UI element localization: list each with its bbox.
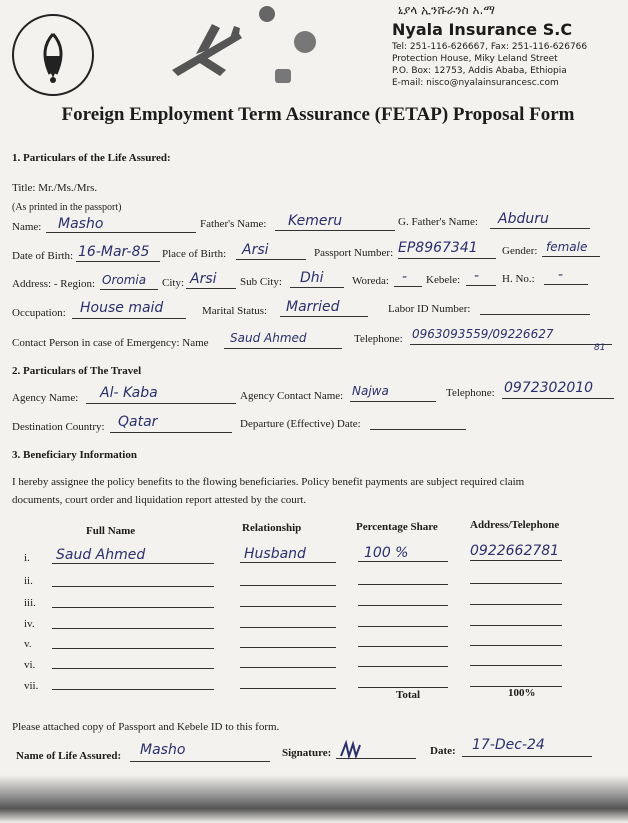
- row-address-line: [470, 625, 562, 626]
- company-address1: Protection House, Miky Leland Street: [392, 54, 558, 64]
- agency-contact-value[interactable]: Najwa: [352, 384, 389, 398]
- airplane-icon: [168, 20, 244, 82]
- region-value[interactable]: Oromia: [102, 273, 147, 287]
- house-number-label: H. No.:: [502, 273, 535, 285]
- total-label: Total: [396, 689, 421, 701]
- section3-heading: 3. Beneficiary Information: [12, 449, 137, 461]
- row-address-line: [470, 645, 562, 646]
- agency-name-value[interactable]: Al- Kaba: [100, 385, 158, 401]
- signature-label: Signature:: [282, 747, 332, 759]
- row-share-line: [358, 584, 448, 585]
- marital-status-value[interactable]: Married: [286, 299, 340, 315]
- row-number: ii.: [24, 575, 33, 587]
- row-share-line: [358, 626, 448, 627]
- row-address-line: [470, 560, 562, 561]
- dob-value[interactable]: 16-Mar-85: [78, 244, 150, 260]
- destination-label: Destination Country:: [12, 421, 105, 433]
- pob-value[interactable]: Arsi: [242, 242, 269, 258]
- beneficiary-text-line2: documents, court order and liquidation report attested by the court.: [12, 494, 307, 506]
- date-label: Date:: [430, 745, 456, 757]
- gender-value[interactable]: female: [546, 240, 588, 254]
- row-number: iii.: [24, 597, 36, 609]
- passport-number-value[interactable]: EP8967341: [398, 240, 478, 256]
- agency-telephone-label: Telephone:: [446, 387, 495, 399]
- row-relationship-line: [240, 606, 336, 607]
- father-name-value[interactable]: Kemeru: [288, 213, 343, 229]
- row-address-line: [470, 604, 562, 605]
- destination-value[interactable]: Qatar: [118, 414, 158, 430]
- dob-label: Date of Birth:: [12, 250, 74, 262]
- row-share-line: [358, 605, 448, 606]
- company-name: Nyala Insurance S.C: [392, 20, 573, 39]
- emergency-contact-label: Contact Person in case of Emergency: Name: [12, 337, 209, 349]
- bag-icon: [272, 65, 294, 87]
- signature-mark[interactable]: [338, 740, 364, 760]
- subcity-label: Sub City:: [240, 276, 282, 288]
- agency-telephone-value[interactable]: 0972302010: [504, 380, 594, 396]
- occupation-label: Occupation:: [12, 307, 66, 319]
- row-share-line: [358, 561, 448, 562]
- row-relationship-line: [240, 667, 336, 668]
- globe-icon: [290, 28, 320, 56]
- beneficiary-address[interactable]: 0922662781: [470, 543, 560, 559]
- labor-id-label: Labor ID Number:: [388, 303, 471, 315]
- name-value[interactable]: Masho: [58, 216, 104, 232]
- row-relationship-line: [240, 647, 336, 648]
- occupation-value[interactable]: House maid: [80, 300, 164, 316]
- beneficiary-text-line1: I hereby assignee the policy benefits to the flowing beneficiaries. Policy benefit payments are subject required claim: [12, 476, 525, 488]
- house-number-value[interactable]: -: [558, 267, 564, 283]
- woreda-value[interactable]: -: [402, 269, 408, 285]
- title-label: Title: Mr./Ms./Mrs.: [12, 182, 98, 194]
- row-number: vi.: [24, 659, 36, 671]
- company-email: E-mail: nisco@nyalainsurancesc.com: [392, 78, 559, 88]
- beneficiary-relationship[interactable]: Husband: [244, 546, 306, 562]
- assured-name-value[interactable]: Masho: [140, 742, 186, 758]
- address-region-label: Address: - Region:: [12, 278, 96, 290]
- kebele-value[interactable]: -: [474, 268, 480, 284]
- row-relationship-line: [240, 627, 336, 628]
- name-label: Name:: [12, 221, 42, 233]
- woreda-label: Woreda:: [352, 275, 389, 287]
- row-name-line: [52, 689, 214, 690]
- passport-number-label: Passport Number:: [314, 247, 394, 259]
- row-address-line: [470, 583, 562, 584]
- row-number: iv.: [24, 618, 35, 630]
- agency-name-label: Agency Name:: [12, 392, 79, 404]
- assured-name-label: Name of Life Assured:: [16, 750, 122, 762]
- city-label: City:: [162, 277, 185, 289]
- row-name-line: [52, 607, 214, 608]
- row-relationship-line: [240, 585, 336, 586]
- row-share-line: [358, 646, 448, 647]
- antelope-icon: [14, 16, 92, 94]
- col-address: Address/Telephone: [470, 519, 560, 531]
- trophy-icon: [256, 3, 278, 25]
- gfather-name-value[interactable]: Abduru: [498, 211, 549, 227]
- gender-label: Gender:: [502, 245, 538, 257]
- emergency-telephone-extra: 81: [594, 343, 606, 353]
- pob-label: Place of Birth:: [162, 248, 227, 260]
- row-address-line: [470, 665, 562, 666]
- row-relationship-line: [240, 562, 336, 563]
- row-share-line: [358, 687, 448, 688]
- agency-contact-label: Agency Contact Name:: [240, 390, 344, 402]
- row-relationship-line: [240, 688, 336, 689]
- passport-note: (As printed in the passport): [12, 202, 122, 213]
- scan-shadow: [0, 775, 628, 823]
- gfather-name-label: G. Father's Name:: [398, 216, 478, 228]
- company-address2: P.O. Box: 12753, Addis Ababa, Ethiopia: [392, 66, 567, 76]
- col-percentage: Percentage Share: [356, 521, 438, 533]
- departure-date-label: Departure (Effective) Date:: [240, 418, 361, 430]
- row-name-line: [52, 563, 214, 564]
- kebele-label: Kebele:: [426, 274, 461, 286]
- section1-heading: 1. Particulars of the Life Assured:: [12, 152, 171, 164]
- company-name-amharic: ኒያላ ኢንሹራንስ አ.ማ: [398, 3, 495, 17]
- beneficiary-name[interactable]: Saud Ahmed: [56, 547, 146, 563]
- company-logo: [12, 14, 94, 96]
- row-share-line: [358, 666, 448, 667]
- row-number: vii.: [24, 680, 39, 692]
- attach-note: Please attached copy of Passport and Kebele ID to this form.: [12, 721, 280, 733]
- city-value[interactable]: Arsi: [190, 271, 217, 287]
- date-value[interactable]: 17-Dec-24: [472, 737, 545, 753]
- father-name-label: Father's Name:: [200, 218, 267, 230]
- emergency-contact-value[interactable]: Saud Ahmed: [230, 331, 307, 345]
- company-tel-fax: Tel: 251-116-626667, Fax: 251-116-626766: [392, 42, 588, 52]
- col-relationship: Relationship: [242, 522, 302, 534]
- row-name-line: [52, 586, 214, 587]
- row-name-line: [52, 668, 214, 669]
- row-name-line: [52, 628, 214, 629]
- section2-heading: 2. Particulars of The Travel: [12, 365, 142, 377]
- emergency-telephone-label: Telephone:: [354, 333, 403, 345]
- row-name-line: [52, 648, 214, 649]
- form-title: Foreign Employment Term Assurance (FETAP) Proposal Form: [61, 104, 575, 125]
- total-value: 100%: [508, 687, 536, 699]
- col-fullname: Full Name: [86, 525, 136, 537]
- subcity-value[interactable]: Dhi: [300, 270, 324, 286]
- marital-status-label: Marital Status:: [202, 305, 268, 317]
- row-number: i.: [24, 552, 30, 564]
- beneficiary-share[interactable]: 100 %: [364, 545, 409, 561]
- row-number: v.: [24, 638, 32, 650]
- emergency-telephone-value[interactable]: 0963093559/09226627: [412, 327, 554, 341]
